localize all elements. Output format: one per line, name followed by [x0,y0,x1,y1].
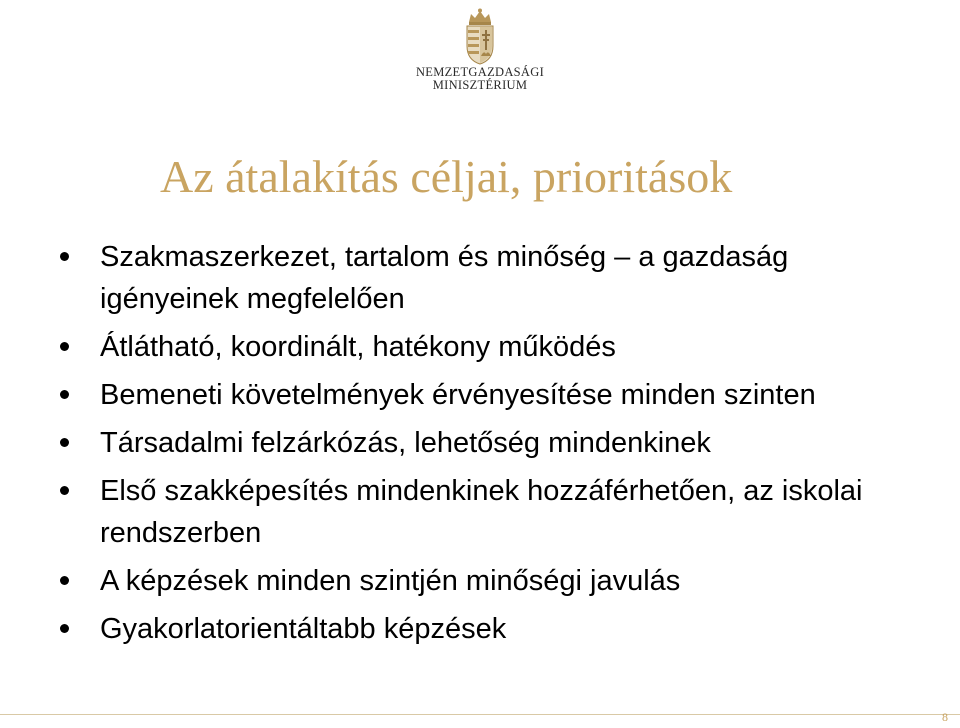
bullet-text: Gyakorlatorientáltabb képzések [100,613,507,645]
footer-divider [0,714,960,715]
bullet-dot-icon [60,624,69,633]
bullet-dot-icon [60,438,69,447]
bullet-text: Társadalmi felzárkózás, lehetőség mindenkinek [100,427,711,459]
bullet-list [40,236,920,656]
bullet-text: Átlátható, koordinált, hatékony működés [100,331,616,363]
slide-title: Az átalakítás céljai, prioritások [160,151,733,202]
bullet-item [40,422,920,464]
bullet-text: Szakmaszerkezet, tartalom és minőség – a gazdaság igényeinek megfelelően [100,241,789,315]
bullet-item [40,326,920,368]
page-number: 8 [942,710,948,724]
slide-header [0,0,960,100]
ministry-name-line2: MINISZTÉRIUM [432,78,528,92]
bullet-item [40,608,920,650]
bullet-item [40,374,920,416]
bullet-text: A képzések minden szintjén minőségi javulás [100,565,681,597]
bullet-dot-icon [60,576,69,585]
bullet-item [40,560,920,602]
bullet-dot-icon [60,486,69,495]
hungarian-coat-of-arms-icon [461,8,499,66]
bullet-item [40,470,920,554]
ministry-name-line1: NEMZETGAZDASÁGI [415,65,545,79]
bullet-dot-icon [60,390,69,399]
bullet-text: Bemeneti követelmények érvényesítése minden szinten [100,379,816,411]
ministry-name [400,66,560,92]
bullet-dot-icon [60,342,69,351]
bullet-item [40,236,920,320]
bullet-text: Első szakképesítés mindenkinek hozzáférhetően, az iskolai rendszerben [100,475,863,549]
bullet-dot-icon [60,252,69,261]
